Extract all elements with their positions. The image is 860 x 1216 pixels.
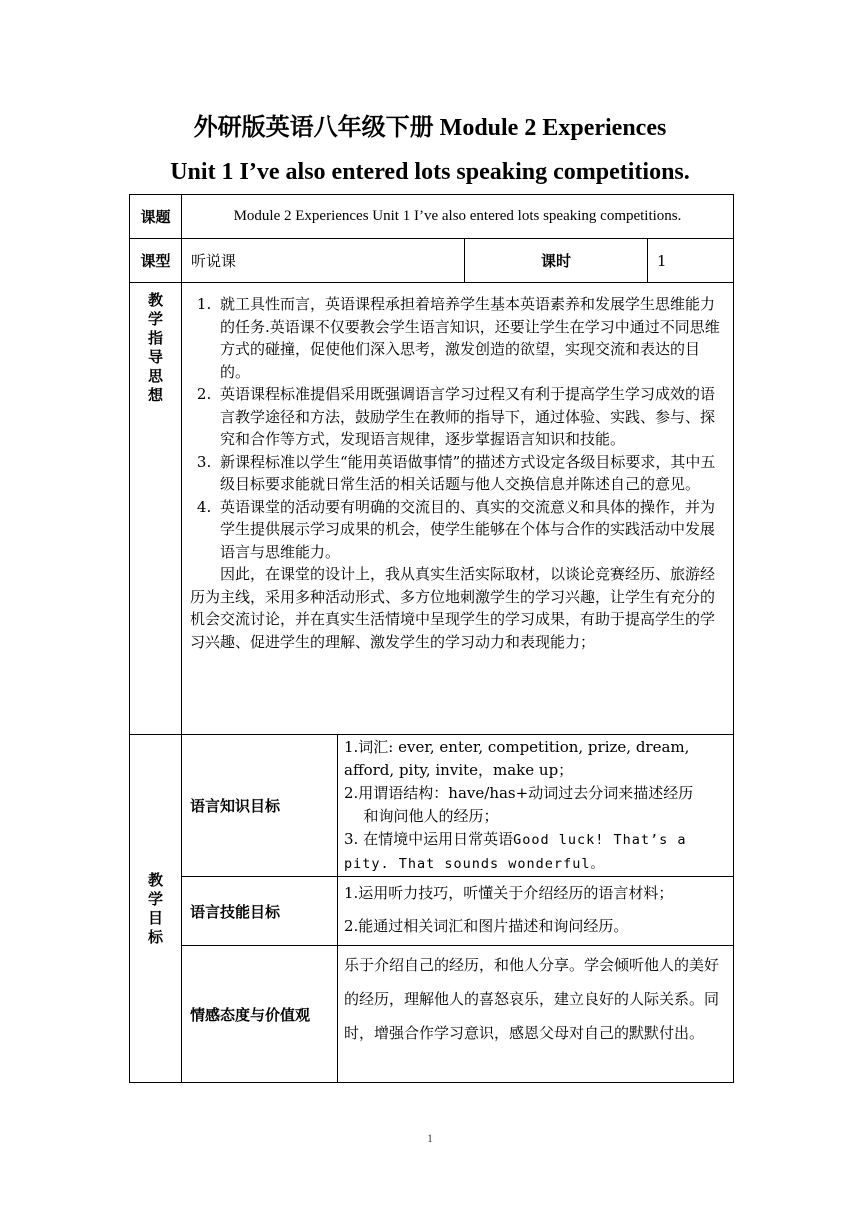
page-number: 1 — [427, 1131, 433, 1145]
period-value: 1 — [648, 239, 734, 283]
guide-label: 教 学 指 导 思 想 — [130, 283, 182, 735]
title-line-1: 外研版英语八年级下册 Module 2 Experiences — [193, 115, 667, 141]
guide-item-4: 4. 英语课堂的活动要有明确的交流目的、真实的交流意义和具体的操作，并为学生提供展示学习成果的机会，使学生能够在个体与合作的实践活动中发展语言与思维能力。 — [216, 496, 725, 564]
title-line-2: Unit 1 I’ve also entered lots speaking competitions. — [170, 159, 690, 185]
guide-item-3: 3. 新课程标准以学生“能用英语做事情”的描述方式设定各级目标要求，其中五级目标要求能就日常生活的相关话题与他人交换信息并陈述自己的意见。 — [216, 451, 725, 496]
lesson-plan-table — [129, 194, 734, 1083]
goals-label: 教 学 目 标 — [130, 735, 182, 1083]
attitude-goal-content: 乐于介绍自己的经历，和他人分享。学会倾听他人的美好的经历，理解他人的喜怒哀乐，建立良好的人际关系。同时，增强合作学习意识，感恩父母对自己的默默付出。 — [338, 946, 734, 1083]
skill-goal-label: 语言技能目标 — [182, 877, 338, 946]
knowledge-goal-label: 语言知识目标 — [182, 735, 338, 877]
type-label: 课型 — [130, 239, 182, 283]
guide-paragraph: 因此，在课堂的设计上，我从真实生活实际取材，以谈论竞赛经历、旅游经历为主线，采用多种活动形式、多方位地刺激学生的学习兴趣，让学生有充分的机会交流讨论，并在真实生活情境中呈现学生的学习成果，有助于提高学生的学习兴趣、促进学生的理解、激发学生的学习动力和表现能力； — [190, 565, 716, 651]
attitude-goal-label: 情感态度与价值观 — [182, 946, 338, 1083]
topic-label: 课题 — [130, 195, 182, 239]
period-label: 课时 — [465, 239, 648, 283]
type-value: 听说课 — [182, 239, 465, 283]
knowledge-goal-content: 1.词汇: ever, enter, competition, prize, dream, afford, pity, invite，make up； 2.用谓语结构：have/has+动词过去分词来描述经历 和询问他人的经历； 3. 在情境中运用日常英语Good luck! That’s a pity. That sounds wonderful。 — [338, 735, 734, 877]
skill-goal-content: 1.运用听力技巧，听懂关于介绍经历的语言材料； 2.能通过相关词汇和图片描述和询问经历。 — [338, 877, 734, 946]
guide-item-2: 2. 英语课程标准提倡采用既强调语言学习过程又有利于提高学生学习成效的语言教学途径和方法，鼓励学生在教师的指导下，通过体验、实践、参与、探究和合作等方式，发现语言规律，逐步掌握语言知识和技能。 — [216, 383, 725, 451]
guide-content — [182, 283, 734, 735]
topic-value: Module 2 Experiences Unit 1 I’ve also entered lots speaking competitions. — [182, 195, 734, 239]
guide-item-1: 1. 就工具性而言，英语课程承担着培养学生基本英语素养和发展学生思维能力的任务.英语课不仅要教会学生语言知识，还要让学生在学习中通过不同思维方式的碰撞，促使他们深入思考，激发创造的欲望，实现交流和表达的目的。 — [216, 293, 725, 383]
